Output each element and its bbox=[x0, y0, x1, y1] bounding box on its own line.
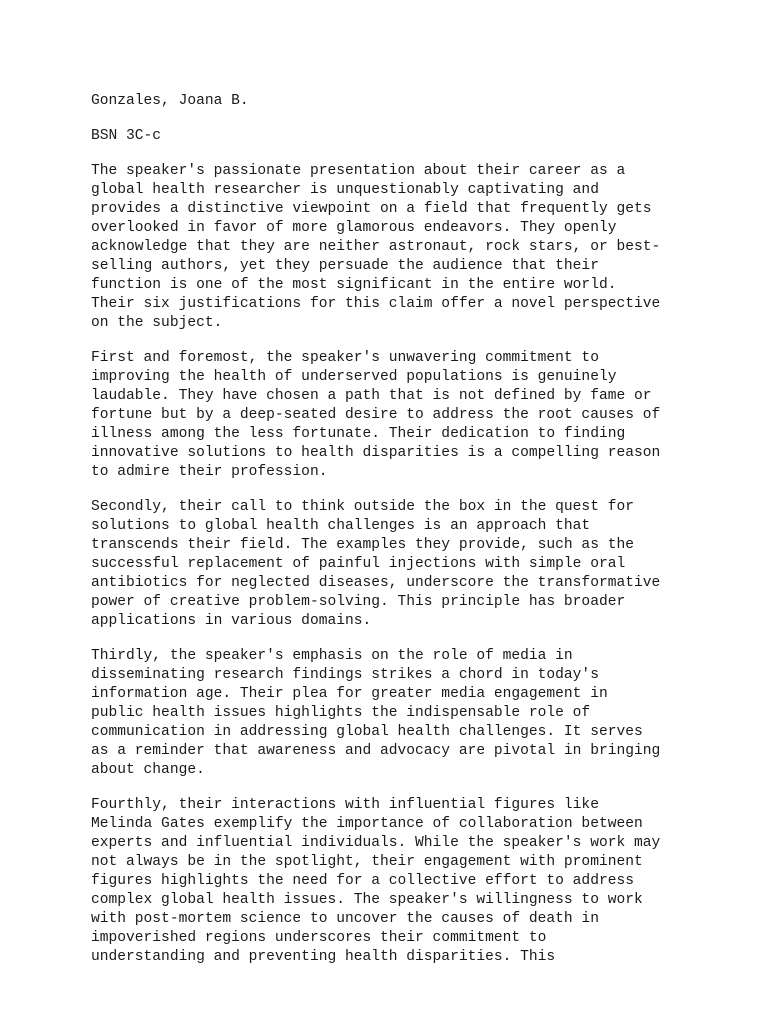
text-line: Their six justifications for this claim offer a novel perspective bbox=[91, 296, 661, 312]
text-line: communication in addressing global health challenges. It serves bbox=[91, 724, 643, 740]
text-line: acknowledge that they are neither astronaut, rock stars, or best- bbox=[91, 239, 661, 255]
text-line: antibiotics for neglected diseases, underscore the transformative bbox=[91, 575, 661, 591]
text-line: to admire their profession. bbox=[91, 464, 328, 480]
text-line: experts and influential individuals. While the speaker's work may bbox=[91, 835, 661, 851]
text-line: transcends their field. The examples they provide, such as the bbox=[91, 537, 634, 553]
text-line: successful replacement of painful injections with simple oral bbox=[91, 556, 626, 572]
text-line: illness among the less fortunate. Their dedication to finding bbox=[91, 426, 626, 442]
essay-body bbox=[91, 162, 691, 967]
text-line: applications in various domains. bbox=[91, 613, 372, 629]
paragraph-1 bbox=[91, 162, 691, 333]
text-line: about change. bbox=[91, 762, 205, 778]
class-section: BSN 3C-c bbox=[91, 128, 162, 144]
paragraph-2 bbox=[91, 349, 691, 482]
text-line: complex global health issues. The speaker's willingness to work bbox=[91, 892, 643, 908]
text-line: solutions to global health challenges is an approach that bbox=[91, 518, 591, 534]
text-line: information age. Their plea for greater media engagement in bbox=[91, 686, 608, 702]
paragraph-3 bbox=[91, 498, 691, 631]
text-line: overlooked in favor of more glamorous endeavors. They openly bbox=[91, 220, 617, 236]
text-line: public health issues highlights the indispensable role of bbox=[91, 705, 591, 721]
text-line: First and foremost, the speaker's unwavering commitment to bbox=[91, 350, 599, 366]
text-line: function is one of the most significant in the entire world. bbox=[91, 277, 617, 293]
text-line: fortune but by a deep-seated desire to address the root causes of bbox=[91, 407, 661, 423]
text-line: impoverished regions underscores their commitment to bbox=[91, 930, 547, 946]
text-line: power of creative problem-solving. This principle has broader bbox=[91, 594, 626, 610]
text-line: disseminating research findings strikes a chord in today's bbox=[91, 667, 599, 683]
text-line: The speaker's passionate presentation about their career as a bbox=[91, 163, 626, 179]
text-line: laudable. They have chosen a path that is not defined by fame or bbox=[91, 388, 652, 404]
text-line: Thirdly, the speaker's emphasis on the role of media in bbox=[91, 648, 573, 664]
text-line: on the subject. bbox=[91, 315, 223, 331]
text-line: innovative solutions to health disparities is a compelling reason bbox=[91, 445, 661, 461]
author-name: Gonzales, Joana B. bbox=[91, 93, 249, 109]
paragraph-5 bbox=[91, 796, 691, 967]
paragraph-4 bbox=[91, 647, 691, 780]
document-page bbox=[91, 92, 691, 983]
text-line: selling authors, yet they persuade the audience that their bbox=[91, 258, 599, 274]
text-line: not always be in the spotlight, their engagement with prominent bbox=[91, 854, 643, 870]
text-line: Melinda Gates exemplify the importance of collaboration between bbox=[91, 816, 643, 832]
text-line: figures highlights the need for a collective effort to address bbox=[91, 873, 634, 889]
text-line: improving the health of underserved populations is genuinely bbox=[91, 369, 617, 385]
text-line: provides a distinctive viewpoint on a field that frequently gets bbox=[91, 201, 652, 217]
text-line: as a reminder that awareness and advocacy are pivotal in bringing bbox=[91, 743, 661, 759]
text-line: Fourthly, their interactions with influential figures like bbox=[91, 797, 599, 813]
text-line: Secondly, their call to think outside the box in the quest for bbox=[91, 499, 634, 515]
text-line: understanding and preventing health disparities. This bbox=[91, 949, 556, 965]
text-line: with post-mortem science to uncover the causes of death in bbox=[91, 911, 599, 927]
text-line: global health researcher is unquestionably captivating and bbox=[91, 182, 599, 198]
